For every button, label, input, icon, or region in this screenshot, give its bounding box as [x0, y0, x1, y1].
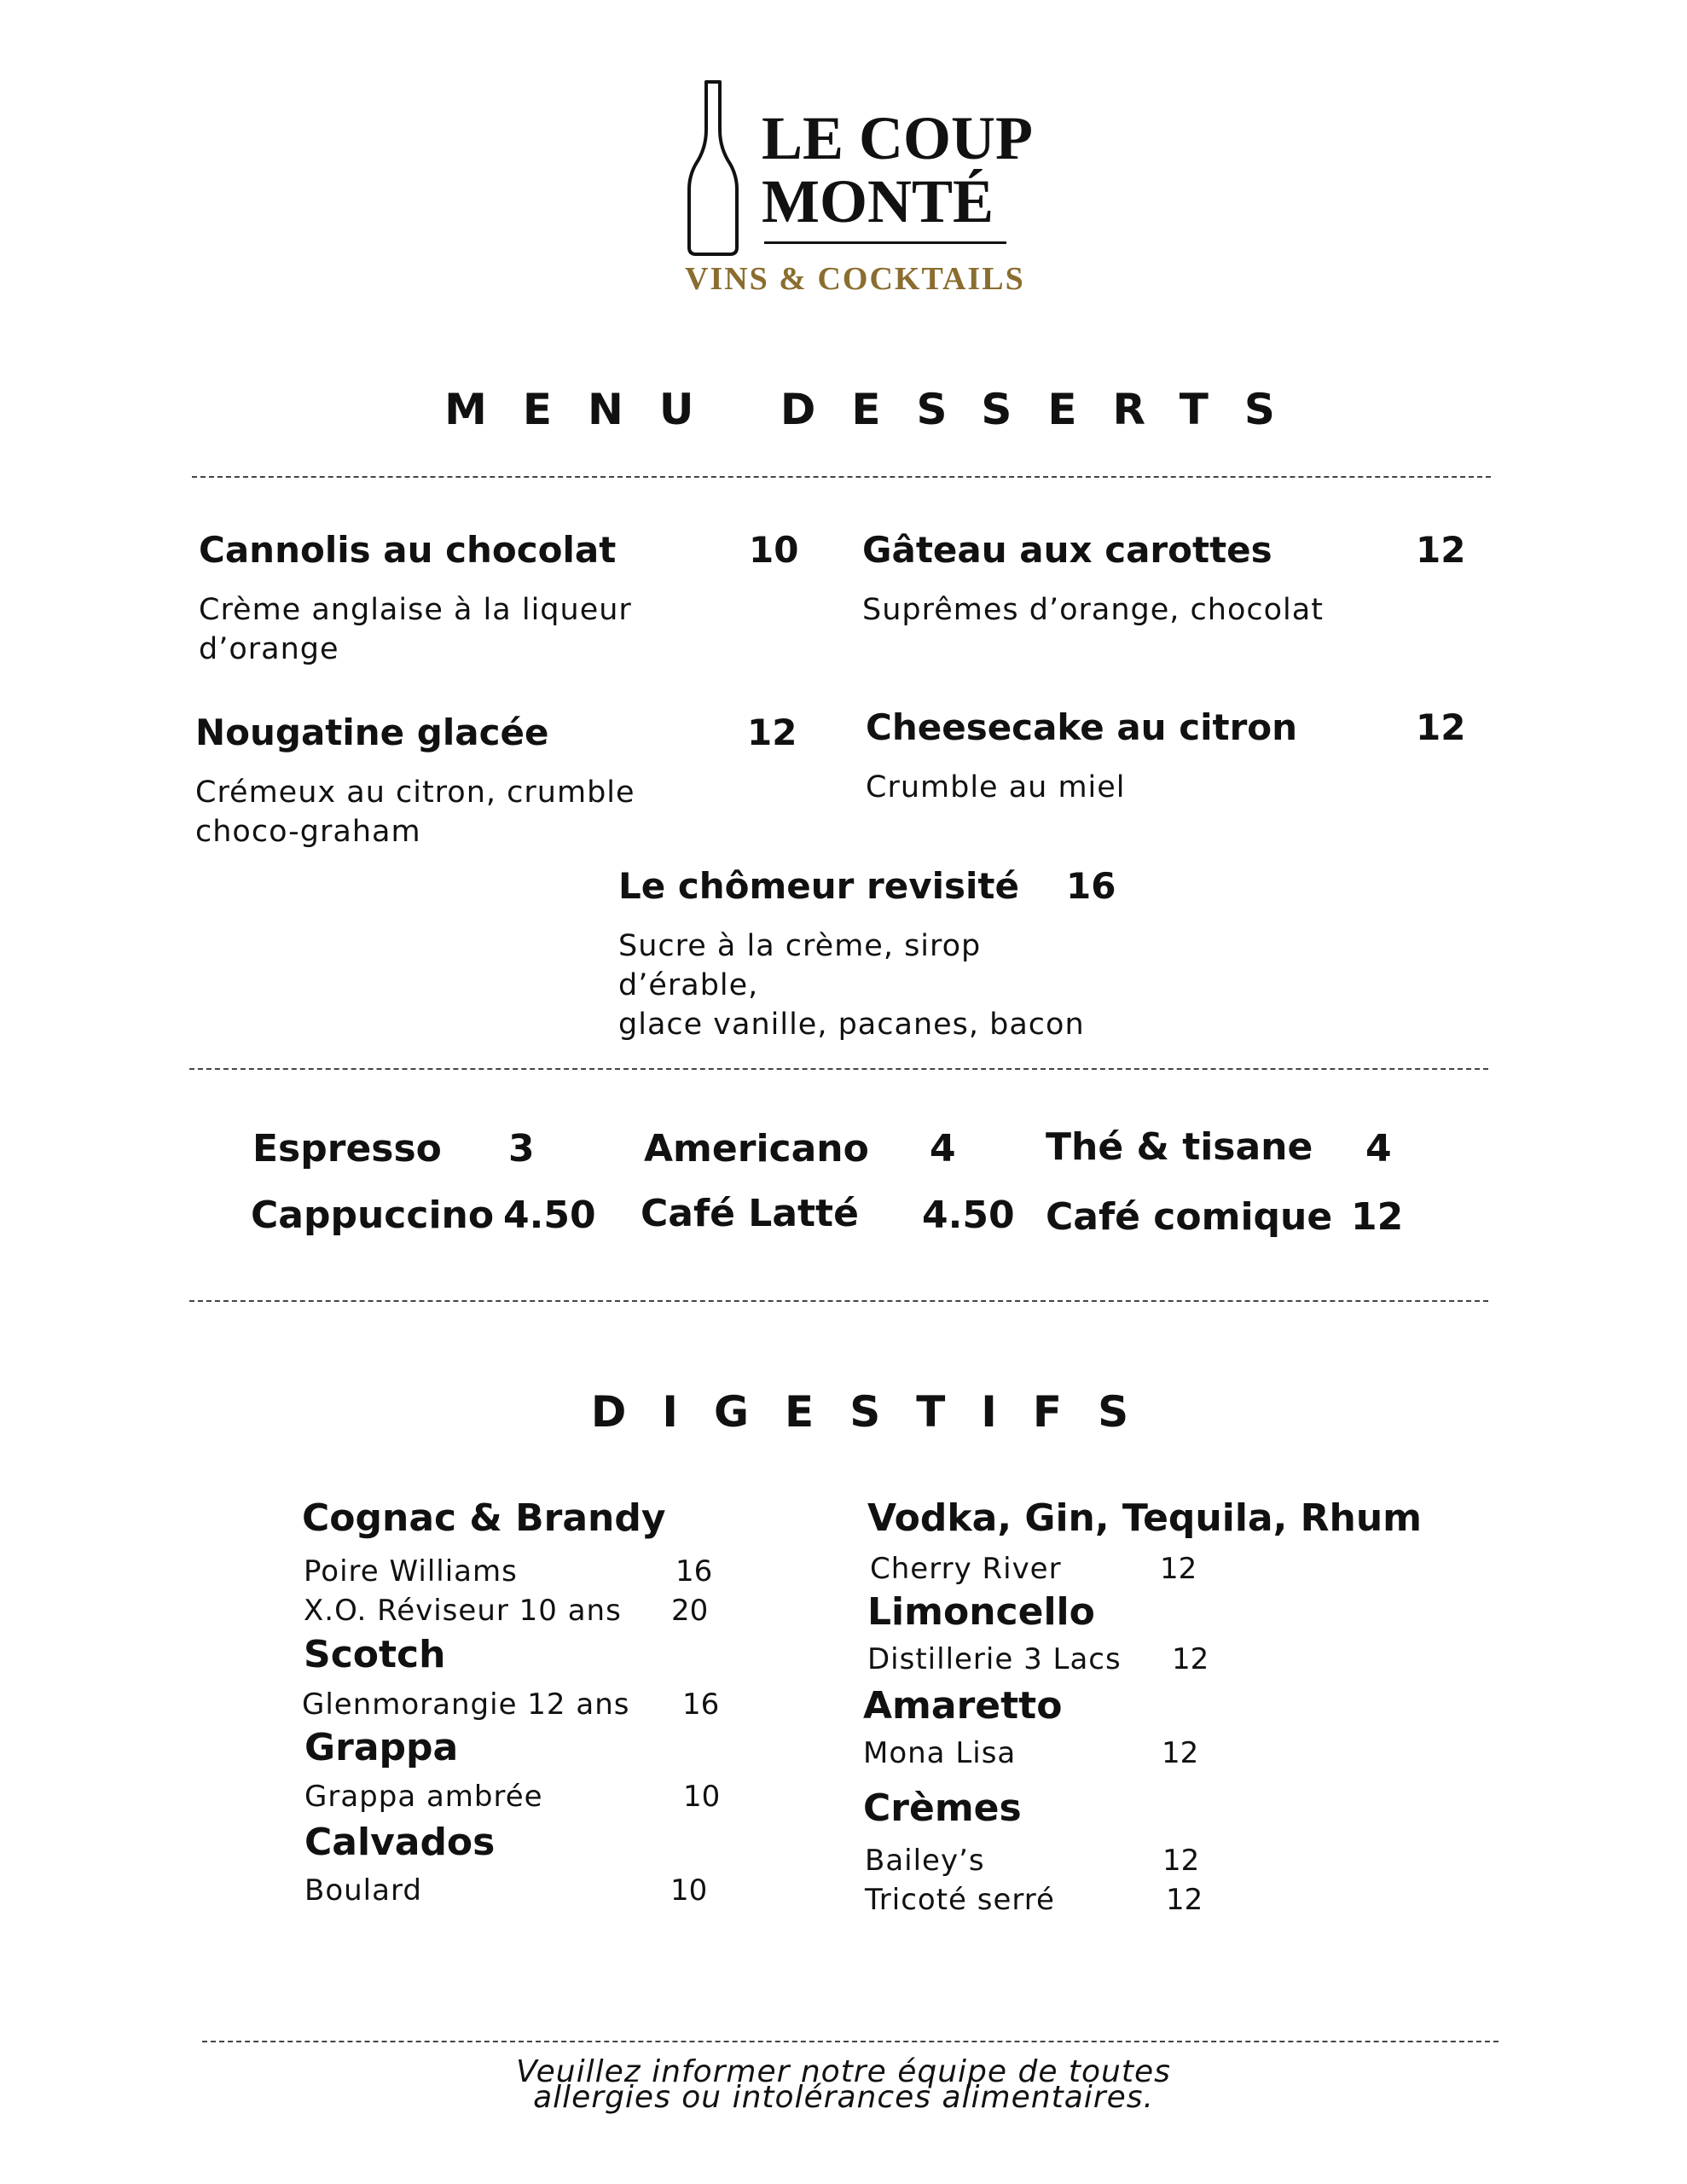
coffee-name: Espresso: [252, 1127, 442, 1170]
digestif-category: Vodka, Gin, Tequila, Rhum: [867, 1496, 1423, 1540]
digestif-price: 12: [1172, 1642, 1209, 1676]
digestif-price: 12: [1166, 1883, 1203, 1917]
digestif-category: Amaretto: [863, 1684, 1063, 1728]
dessert-price: 12: [1416, 529, 1466, 571]
digestif-item: Mona Lisa: [863, 1736, 1017, 1770]
coffee-price: 4: [1365, 1127, 1392, 1170]
digestif-item: Poire Williams: [304, 1554, 518, 1589]
digestif-price: 20: [671, 1594, 709, 1628]
digestif-category: Cognac & Brandy: [302, 1496, 666, 1540]
dessert-description: Sucre à la crème, sirop d’érable, glace vanille, pacanes, bacon: [618, 929, 1085, 1042]
dashed-divider: [202, 2041, 1499, 2042]
coffee-name: Café Latté: [641, 1192, 859, 1235]
allergy-notice-line-2: allergies ou intolérances alimentaires.: [533, 2080, 1154, 2115]
brand-subtitle: VINS & COCKTAILS: [685, 261, 1025, 297]
dessert-name: Le chômeur revisité: [618, 865, 1019, 907]
dessert-price: 10: [749, 529, 799, 571]
digestif-price: 12: [1162, 1736, 1199, 1770]
coffee-price: 4: [930, 1127, 956, 1170]
digestif-item: Boulard: [304, 1873, 422, 1908]
coffee-price: 4.50: [922, 1194, 1015, 1237]
digestif-item: Bailey’s: [865, 1844, 985, 1878]
dessert-description: Crème anglaise à la liqueur d’orange: [199, 593, 632, 666]
dessert-name: Cannolis au chocolat: [199, 529, 617, 571]
digestif-price: 10: [670, 1873, 708, 1908]
coffee-price: 12: [1351, 1195, 1404, 1239]
dashed-divider: [189, 1068, 1488, 1070]
digestif-price: 16: [682, 1687, 720, 1722]
digestif-category: Limoncello: [867, 1590, 1095, 1634]
digestif-category: Grappa: [304, 1726, 459, 1769]
dessert-name: Nougatine glacée: [195, 712, 549, 753]
dessert-description: Crumble au miel: [866, 770, 1126, 804]
digestif-price: 16: [675, 1554, 713, 1589]
coffee-name: Café comique: [1046, 1195, 1333, 1239]
brand-name-line-1: LE COUP: [762, 104, 1034, 172]
allergy-notice: [0, 2054, 1687, 2115]
dessert-price: 12: [1416, 706, 1466, 748]
coffee-name: Americano: [644, 1127, 869, 1170]
digestif-item: Cherry River: [870, 1552, 1062, 1586]
brand-divider: [764, 241, 1006, 244]
dessert-name: Cheesecake au citron: [866, 706, 1298, 748]
digestif-category: Scotch: [304, 1633, 446, 1676]
dessert-price: 16: [1066, 865, 1116, 907]
digestif-item: Tricoté serré: [865, 1883, 1055, 1917]
dashed-divider: [189, 1300, 1488, 1302]
digestif-category: Crèmes: [863, 1786, 1022, 1830]
allergy-notice-line-1: Veuillez informer notre équipe de toutes: [516, 2054, 1171, 2089]
digestif-category: Calvados: [304, 1821, 496, 1864]
digestif-price: 12: [1162, 1844, 1200, 1878]
digestifs-title: DIGESTIFS: [590, 1387, 1165, 1437]
coffee-name: Thé & tisane: [1046, 1125, 1313, 1169]
wine-bottle-icon: [686, 78, 740, 258]
digestif-item: Glenmorangie 12 ans: [302, 1687, 630, 1722]
dessert-price: 12: [747, 712, 797, 753]
dessert-description: Crémeux au citron, crumble choco-graham: [195, 775, 635, 849]
digestif-item: Distillerie 3 Lacs: [867, 1642, 1122, 1676]
coffee-price: 3: [508, 1127, 535, 1170]
dessert-description: Suprêmes d’orange, chocolat: [862, 593, 1324, 627]
brand-name-line-2: MONTÉ: [762, 167, 994, 235]
coffee-name: Cappuccino: [251, 1194, 495, 1237]
digestif-item: X.O. Réviseur 10 ans: [304, 1594, 622, 1628]
desserts-title: MENU DESSERTS: [444, 385, 1311, 434]
digestif-item: Grappa ambrée: [304, 1780, 543, 1814]
digestif-price: 10: [683, 1780, 721, 1814]
dessert-name: Gâteau aux carottes: [862, 529, 1272, 571]
digestif-price: 12: [1160, 1552, 1197, 1586]
dashed-divider: [192, 476, 1491, 478]
coffee-price: 4.50: [503, 1194, 596, 1237]
